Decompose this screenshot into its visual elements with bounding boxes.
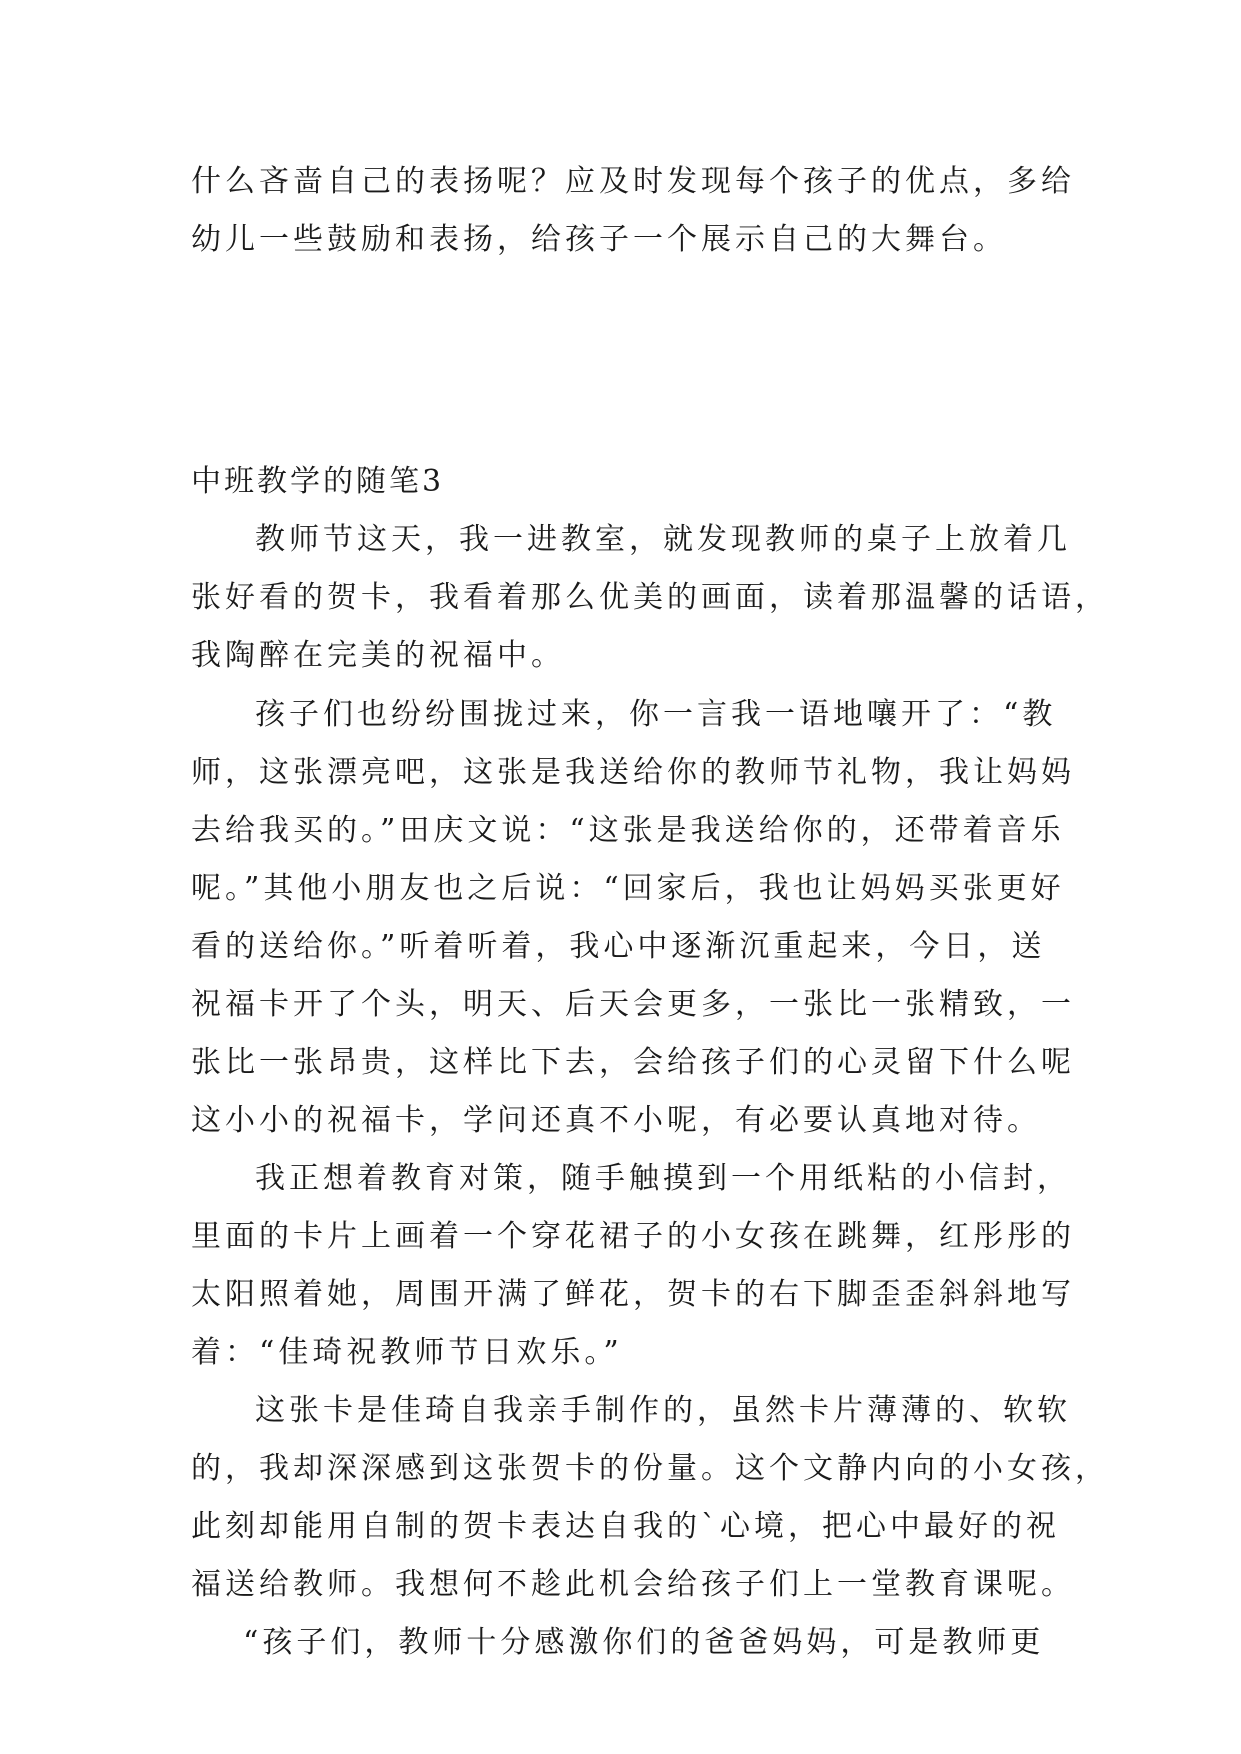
- text-line: 福送给教师。我想何不趁此机会给孩子们上一堂教育课呢。: [191, 1567, 1075, 1602]
- text-line: 这小小的祝福卡，学问还真不小呢，有必要认真地对待。: [191, 1103, 1041, 1138]
- paragraph-1: [191, 511, 1109, 685]
- text-line: 师，这张漂亮吧，这张是我送给你的教师节礼物，我让妈妈: [191, 755, 1075, 790]
- text-line: 教师节这天，我一进教室，就发现教师的桌子上放着几: [255, 522, 1071, 557]
- text-line: 祝福卡开了个头，明天、后天会更多，一张比一张精致，一: [191, 987, 1075, 1022]
- paragraph-5: [191, 1614, 1061, 1672]
- text-line: 着：“佳琦祝教师节日欢乐。”: [191, 1335, 623, 1370]
- paragraph-3: [191, 1150, 1075, 1382]
- text-line: 张比一张昂贵，这样比下去，会给孩子们的心灵留下什么呢: [191, 1045, 1075, 1080]
- text-line: 什么吝啬自己的表扬呢？应及时发现每个孩子的优点，多给: [191, 164, 1075, 199]
- text-line: “孩子们，教师十分感激你们的爸爸妈妈，可是教师更: [243, 1625, 1045, 1660]
- text-line: 张好看的贺卡，我看着那么优美的画面，读着那温馨的话语，: [191, 580, 1109, 615]
- text-line: 太阳照着她，周围开满了鲜花，贺卡的右下脚歪歪斜斜地写: [191, 1277, 1075, 1312]
- section-title: 中班教学的随笔3: [191, 464, 445, 499]
- text-line: 呢。”其他小朋友也之后说：“回家后，我也让妈妈买张更好: [191, 871, 1065, 906]
- text-line: 此刻却能用自制的贺卡表达自我的`心境，把心中最好的祝: [191, 1509, 1060, 1544]
- paragraph-2: [191, 686, 1075, 1150]
- text-line: 的，我却深深感到这张贺卡的份量。这个文静内向的小女孩，: [191, 1451, 1109, 1486]
- text-line: 我正想着教育对策，随手触摸到一个用纸粘的小信封，: [255, 1161, 1071, 1196]
- text-line: 孩子们也纷纷围拢过来，你一言我一语地嚷开了：“教: [255, 697, 1057, 732]
- intro-paragraph: [191, 153, 1075, 269]
- text-line: 去给我买的。”田庆文说：“这张是我送给你的，还带着音乐: [191, 813, 1065, 848]
- text-line: 看的送给你。”听着听着，我心中逐渐沉重起来，今日，送: [191, 929, 1046, 964]
- text-line: 我陶醉在完美的祝福中。: [191, 638, 565, 673]
- paragraph-4: [191, 1382, 1109, 1614]
- text-line: 里面的卡片上画着一个穿花裙子的小女孩在跳舞，红彤彤的: [191, 1219, 1075, 1254]
- text-line: 幼儿一些鼓励和表扬，给孩子一个展示自己的大舞台。: [191, 222, 1007, 257]
- text-line: 这张卡是佳琦自我亲手制作的，虽然卡片薄薄的、软软: [255, 1393, 1071, 1428]
